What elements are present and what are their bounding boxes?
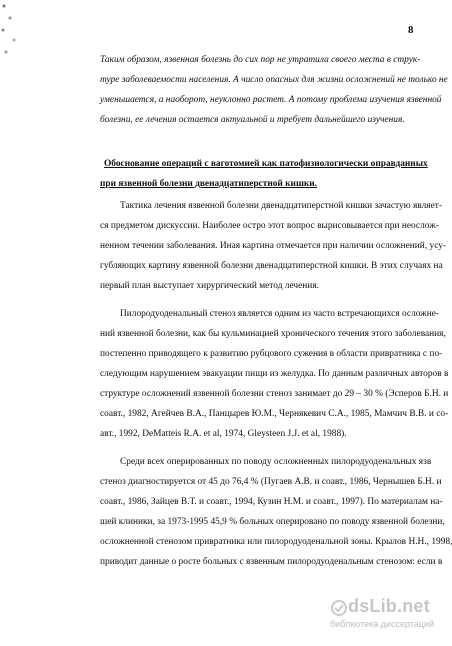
body-text-line: ненном течении заболевания. Иная картина отмечается при наличии осложнений, усу- (100, 241, 447, 251)
body-text-line: постепенно приводящего к развитию рубцового сужения в области привратника с по- (100, 349, 443, 359)
body-text-line: Тактика лечения язвенной болезни двенадцатиперстной кишки зачастую являет- (120, 201, 443, 211)
italic-paragraph-line: Таким образом, язвенная болезнь до сих пор не утратила своего места в струк- (100, 55, 421, 65)
body-text-line: авт., 1992, DeMatteis R.A. et al, 1974, Gleysteen J.J. et al, 1988). (100, 429, 347, 439)
body-text-line: губляющих картину язвенной болезни двенадцатиперстной кишки. В этих случаях на (100, 261, 443, 271)
body-text-line: соавт., 1986, Зайцев В.Т. и соавт., 1994, Кузин Н.М. и соавт., 1997). По материалам на- (100, 497, 443, 507)
page-number: 8 (408, 24, 414, 36)
body-text-line: структуре осложнений язвенной болезни стеноз занимает до 29 – 30 % (Эсперов Б.Н. и (100, 389, 449, 399)
watermark-site-name: dsLib.net (348, 596, 430, 616)
body-text-line: стеноз диагностируется от 45 до 76,4 % (Пугаев А.В. и соавт., 1986, Чернышев Б.Н. и (100, 477, 442, 487)
body-text-line: первый план выступает хирургический метод лечения. (100, 281, 319, 291)
body-text-line: ний язвенной болезни, как бы кульминацией хронического течения этого заболевания, (100, 329, 446, 339)
italic-paragraph-line: туре заболеваемости населения. А число опасных для жизни осложнений не только не (100, 75, 448, 85)
body-text-line: осложненной стенозом привратника или пилородуоденальной зоны. Крылов Н.Н., 1998, (100, 537, 452, 547)
scan-edge-artifact (0, 0, 30, 60)
body-text-line: ся предметом дискуссии. Наиболее остро этот вопрос вырисовывается при неослож- (100, 221, 439, 231)
dslib-watermark (330, 596, 442, 636)
watermark-caption: библиотека диссертаций (330, 619, 435, 629)
body-text-line: Среди всех оперированных по поводу осложненных пилородуоденальных язв (120, 457, 432, 467)
section-heading-line: при язвенной болезни двенадцатиперстной кишки. (100, 179, 318, 189)
section-heading-line: Обоснование операций с ваготомией как патофизиологически оправданных (104, 159, 428, 169)
body-text-line: соавт., 1982, Агейчев В.А., Панцырев Ю.М., Чернякевич С.А., 1985, Мамчич В.В. и со- (100, 409, 449, 419)
body-text-line: Пилородуоденальный стеноз является одним из часто встречающихся осложне- (120, 309, 439, 319)
dslib-logo-icon (330, 599, 348, 617)
italic-paragraph-line: болезни, ее лечения остается актуальной и требует дальнейшего изучения. (100, 115, 405, 125)
body-text-line: шей клиники, за 1973-1995 45,9 % больных оперировано по поводу язвенной болезни, (100, 517, 445, 527)
italic-paragraph-line: уменьшается, а наоборот, неуклонно растет. А потому проблема изучения язвенной (100, 95, 442, 105)
body-text-line: следующим нарушением эвакуации пищи из желудка. По данным различных авторов в (100, 369, 449, 379)
body-text-line: приводит данные о росте больных с язвенным пилородуоденальным стенозом: если в (100, 557, 443, 567)
